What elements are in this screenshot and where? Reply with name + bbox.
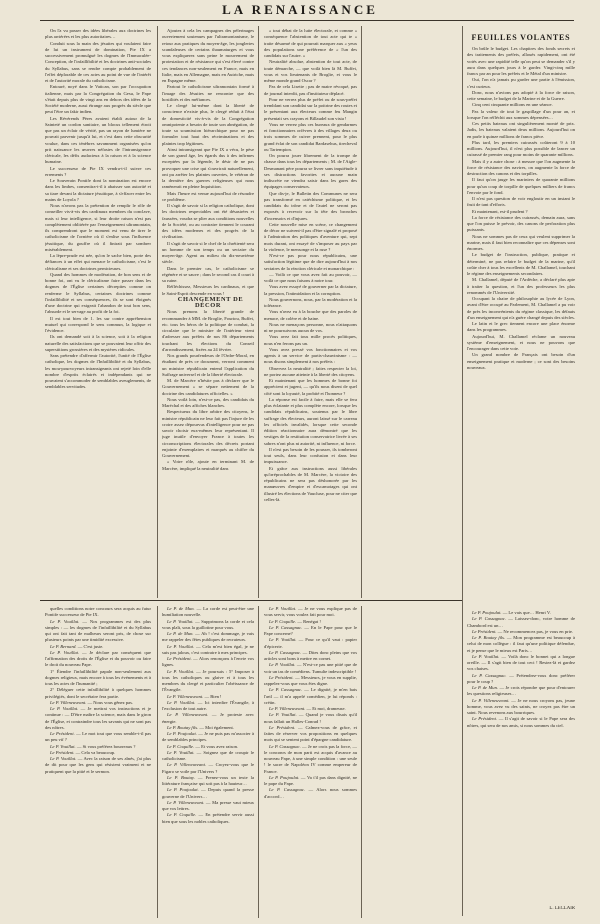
signature-block (467, 906, 575, 916)
paragraph: Oui, l'on n'a jamais pu garder une partie à l'émission, c'est curieux. (467, 77, 575, 89)
dialogue-text: — Depuis quand la presse gouverne de l'Univers… (162, 787, 254, 799)
dialogue-line (264, 650, 357, 663)
speaker-name: Le P. Villeneuveant. (269, 706, 306, 711)
paragraph: Il s'agit de savoir si la religion catholique, dont les doctrines respectables ont été désastrées et faussées, voudra se plier aux conditions nouvelles de la Société, ou au contraire tiennent le courant des idées modernes et des progrès de la civilisation. (162, 203, 254, 240)
paragraph: Vous avez essayé de gouverner par la dictature, la pression, l'intimidation et la corruption. (264, 284, 357, 296)
paragraph: Pas de cela Lisette ; pas de maire révoqué, pas de journal interdit, pas d'instituteur déplacé. (264, 84, 357, 96)
paragraph: Il n'est pas besoin de les pousser, ils tomberont tout seuls, dans leur confusion et dans leur impuissance. (264, 446, 357, 465)
column-divider-1 (157, 26, 158, 598)
dialogue-text: — Cela va beaucoup. (75, 749, 116, 755)
dialogue-text: — Je poursuis : 5° Imposer à tous les catholiques ou glaive et à tous les membres du clergé et particulier l'obéissance de l'Évangile. (162, 668, 254, 693)
column-divider-7 (361, 606, 362, 918)
dialogue-line (162, 631, 254, 644)
dialogue-text: — Renégat ! (297, 618, 321, 624)
paragraph: Pour ne verrez plus de préfet ou de sous-préfet tremblant son candidat sur la poitrine des routes et le présentant aux électeurs comme feu Mangin présentait ses crayons et Billaudel son vista ! (264, 96, 357, 121)
paragraph: M. de Marcère n'hésite pas à déclarer que le Gouvernement « se sépare nettement de la doctrine des candidatures officielles. » (162, 378, 254, 396)
dialogue-line (467, 635, 575, 654)
paragraph: Occupant la chaire de philosophie au lycée de Lyon, avant d'être occupé au Parlement, M. Challamel a pu voir de près les inconvénients du régime classique, les défauts d'un enseignement qui n'a guère changé depuis des siècles. (467, 296, 575, 320)
dialogue-column-4 (467, 610, 575, 910)
paragraph: Et grâce aux instructions aussi libérales qu'irréprochables de M. Marcère, la victoire des républicains ne sera pas déshonorée par les manœuvres d'empire et d'escamotages qui ont illustré les élections de Vaucluse, pour ne citer que celles-là. (264, 465, 357, 502)
speaker-name: Le P. Vouillat. (167, 668, 195, 674)
dialogue-text: — Il s'agit de savoir si le Pape sera des nôtres, qui sera de nos amis, si nous sommes du ciel. (467, 716, 575, 728)
speaker-name: Le Président. (269, 674, 294, 680)
dialogue-line (264, 637, 357, 650)
paragraph: Ils ont demandé soit à la science, soit à la religion naturelle des satisfactions que se pouvaient leur offrir des superstitions grossières et des mystères ridicules. (45, 334, 151, 352)
dialogue-line (45, 669, 151, 688)
speaker-name: Le P. Coquille. (167, 812, 197, 818)
dialogue-text: — Nos programmes est des plus simples : — les dogmes de l'infaillibilité et du Syllabus qui ont fait tant de malheurs seront pris, de chose sur plusieurs points par une timidité excessive. (45, 618, 151, 643)
speaker-name: Le P. Vouillat. (167, 618, 194, 624)
speaker-name: Le Président. (167, 656, 192, 661)
dialogue-text: — Prétendrez-vous donc préférer pour le coup ? (467, 672, 575, 684)
column-4-article (467, 46, 575, 606)
paragraph: Dans le premier cas, le catholicisme se régénère et se sauve ; dans le second cas il court à sa ruine. (162, 265, 254, 283)
paragraph: Aujourd'hui, M. Challamel réclame un nouveau système d'enseignement, et nous ne pouvons que l'encourager dans cette voie. (467, 333, 575, 351)
speaker-name: Le Président. (472, 628, 497, 634)
dialogue-line (45, 731, 151, 744)
paragraph: Le successeur de Pie IX vendra-t-il suivre ces errements ? (45, 165, 151, 177)
dialogue-text: — Calmez-vous de grâce, et faites de réserver vos propositions en quelques mots qui se sentent point d'épargne candidature. (264, 724, 357, 743)
dialogue-text: — Je ne puis pas m'associer à de semblables principes. (162, 731, 254, 743)
dialogue-line (162, 644, 254, 657)
dialogue-text: — Croyez-vous que le Figaro se voile par l'Univers ? (162, 762, 254, 774)
speaker-name: Le P. Villeneuveant. (472, 697, 510, 703)
dialogue-text: — Soignez que de croupir le catholicisme. (162, 749, 254, 761)
dialogue-line (45, 650, 151, 669)
paragraph: Nous ne sommes pas de ceux qui veulent supprimer la marine, mais il faut bien reconnaître que ces dépenses sont énormes. (467, 233, 575, 251)
speaker-name: Le P. Vouillat. (269, 606, 297, 611)
paragraph: Conduit sous la main des jésuites qui voulaient faire de lui un instrument de domination, Pie IX a successivement promulgué les dogmes de l'Immaculée-Conception, de l'infaillibilité et les doctrines anti-sociales du Syllabus, sans se rendre compte probablement de l'effet déplorable de ces actes au point de vue de l'intérêt et de l'autorité morale du catholicisme. (45, 40, 151, 83)
dialogue-line (162, 619, 254, 632)
dialogue-line (45, 687, 151, 700)
dialogue-line (45, 756, 151, 775)
speaker-name: Le P. de Mun. (472, 685, 499, 690)
paragraph: Sans prétendre d'affermir l'autorité, l'unité de l'Église catholique, les dogmes de l'Infaillibilité et du Syllabus, les mou-pourvoyeurs intransigeants ont rejeté loin d'elle nombre d'esprits éclairés et indépendants qui ne pouvaient s'accommoder de semblables aveuglements, de semblables servitudes. (45, 353, 151, 390)
dialogue-text: — Mon programme est beaucoup à celui de mon collègue : il faut qu'une politique défendue, et je pense que le mieux est Paris… (467, 635, 575, 653)
dialogue-text: — Supprimons la corde et cela vous plaît, sous la guillotine pour vous. (162, 618, 254, 630)
dialogue-line (467, 716, 575, 729)
paragraph: « Votre rôle, ajoute en terminant M. de Marcère, impliqué la neutralité dans (162, 459, 254, 471)
speaker-name: Le P. Villeneuveant. (167, 693, 204, 699)
dialogue-text: — Laissez-donc, votre homme de Chambord est un… (467, 616, 575, 628)
dialogue-text: — Moi également. (199, 724, 234, 730)
paragraph: Pas la valeur de tout le gaspillage d'un pour an, et lorsque l'on réfléchit aux sommes dépensées… (467, 108, 575, 120)
paragraph: On pourra jouer librement de la trompe de chasse dans tous les départements ; M. de l'Aigle-Desmanant père pourra se livrer sans inquiétude à ses distractions favorites et aucune main indiscrète ne viendra saisir dans les gares des équipages conservateurs. (264, 153, 357, 190)
dialogue-text: — Je ne nous croyons pas, jeune homme, vous avez vu des saints, ne croyez pas être un saint. Nous revenons aux bourriques. (467, 697, 575, 715)
paragraph: Plus tard, les premiers cuirassés coûteront 9 à 10 millions. Aujourd'hui, il n'est plus possible de lancer un cuirassé de premier rang pour moins de quarante millions. (467, 139, 575, 158)
dialogue-line (264, 725, 357, 744)
paragraph: Il n'est pas question de voir engloutir en un instant le fruit de tant d'efforts. (467, 196, 575, 208)
paragraph: Cinq cent cinquante millions en une séance. (472, 102, 553, 108)
speaker-name: Le Président. (472, 716, 498, 722)
speaker-name: Le P. Boutay. (167, 774, 195, 780)
dialogue-text: — Je mettrai vos instructions et je continue : — D'être maître la science, mais dans le giron de l'Église, et contraindre tous les savants qui ne sont pas des nôtres. (45, 706, 151, 730)
speaker-name: Le P. Poujoulat. (167, 787, 199, 793)
masthead-title: LA RENAISSANCE (222, 2, 378, 17)
speaker-name: Le P. Vouillat. (50, 756, 77, 761)
column-2-article (162, 28, 254, 596)
paragraph: Quand des hommes de modération, de bon sens et de bonne foi, ont vu le cléricalisme faire passer dans les dogmes de l'Église certaines décrepites comme on renferme le Syllabus, certaines doctrines comme l'infaillibilité et ses conséquences, ils se sont éloignés d'une doctrine qui exigeait l'abandon de tout bon sens, l'absurde et le servage au profit de la foi. (45, 271, 151, 315)
column-1-article (45, 28, 151, 596)
paragraph: Partout le catholicisme ultramontain formé à l'image des Jésuites ne rencontre que des hostilités et des méfiances. (162, 84, 254, 102)
column-divider-5 (157, 606, 158, 918)
dialogue-text: — Ah ! c'est dommage, je vais me rappeler des fêtes publiques de recruteurs. (162, 631, 254, 643)
speaker-name: Le P. Vouillat. (472, 653, 500, 659)
speaker-name: Le P. Vouillat. (269, 637, 297, 643)
speaker-name: Le P. Cassagnac. (472, 672, 507, 678)
paragraph: Ajoutez à cela les campagnes des pèlerinages ouvertement soutenues par l'ultramontanisme, le retour aux pratiques du moyen-âge, les jongleries scandaleuses de certains thaumaturges et vous vous expliquerez sans peine le mouvement de protestation et de résistance qui s'est élevé contre ces tendances non-seulement en France, mais en Italie, mais en Allemagne, mais en Autriche, mais en Espagne même. (162, 28, 254, 83)
speaker-name: Le P. Vouillat. (50, 618, 80, 624)
dialogue-text: 1° Étendre l'infaillibilité papale non-seulement aux dogmes religieux, mais encore à tous les événements et à tous les actes de l'humanité ; (45, 668, 151, 686)
dialogue-line (162, 731, 254, 744)
paragraph: La force de résistance des cuirassés, demain aura, sans que l'on puisse le prévoir, des canons de perforation plus puissants. (467, 214, 575, 233)
paragraph: Vous ne verrez plus ces bureaux de gendarmes et fonctionnaires orfèvres à des villages deux ou trois sommes de cuivre prennent, pour le plus grand éclat de son candidat Bardasehus, tirecheval ou Tartempion. (264, 121, 357, 152)
dialogue-text: — Et vous avez raison. (195, 743, 239, 749)
speaker-name: Le P. Vouillat. (167, 699, 196, 705)
paragraph: La lèpre-prude est née, qu'on le sache bien, porte des défiances à un effet qui menace le catholicisme, c'est le cléricalisme et ses doctrines pernicieuses. (45, 253, 151, 271)
dialogue-line (162, 800, 254, 813)
paragraph: Respectueux du libre arbitre des citoyens, le ministre républicain ne leur fait pas l'injure de les croire assez dépourvus d'intelligence pour ne pas savoir choisir eux-mêmes leur représentant. Il juge inutile d'envoyer France à toutes les circonscriptions électorales des décrets portant enjointe d'exemplaires et marqués au chiffre du Gouvernement. (162, 409, 254, 458)
dialogue-text: — N'est-ce pas une pitié que de voir un tas de comédiens. Tumulte indescriptible ! (264, 662, 357, 674)
speaker-name: Le P. Coquille. (167, 743, 195, 749)
dialogue-text: — Messieurs, je vous en supplie, rappelez-vous que vous êtes digne. (264, 674, 357, 686)
dialogue-text: — C'est juste. (77, 643, 104, 649)
paragraph: Nos grands pourfendeurs de l'Ordre-Moral, en étudiant de près ce document, verront comment un ministre républicain entend l'application du Suffrage universel et de la liberté électorale. (162, 353, 254, 377)
speaker-name: Le P. Cassagnac. (269, 649, 302, 655)
speaker-name: Le P. Villeneuveant. (50, 699, 87, 705)
speaker-name: Le P. Coquille. (269, 618, 297, 624)
dialogue-line (264, 675, 357, 688)
dialogue-line (467, 654, 575, 673)
dialogue-text: — Je ne vous explique pas de vous servir, vous voulez fait pour moi. (264, 606, 357, 618)
speaker-name: Le P. Villeneuveant. (167, 762, 206, 768)
speaker-name: Le P. Vouillat. (269, 662, 296, 668)
paragraph: — Voilà ce que vous avez fait au pouvoir, — voilà ce que nous faisons à notre tour. (264, 271, 357, 283)
dialogue-line (264, 744, 357, 775)
dialogue-text: — Je déclare par conséquent que l'affirmation des droits de l'Église et du pouvoir ou faire le droit du nouveau Pape. (45, 649, 151, 668)
speaker-name: Le P. Villeneuveant. (167, 799, 205, 805)
speaker-name: Le P. Cassagnac. (269, 687, 303, 693)
dialogue-text: — Voilà donc le bonnet qui a longue oreille. — Il s'agit bien de tout ceci ! Restez-là et gardez vos chaises. (467, 653, 575, 672)
dialogue-text: — Si vous préférez bourreaux ? (76, 743, 136, 749)
speaker-name: Le P. Cassagnac. (269, 787, 306, 793)
speaker-name: Le P. Vouillat. (167, 749, 195, 755)
dialogue-line (467, 698, 575, 717)
speaker-name: Le P. Vouillat. (50, 743, 76, 749)
speaker-name: Le P. Cassagnac. (269, 743, 301, 749)
paragraph: La réponse est facile à faire, mais elle se fera plus éclatante et plus complète encore, lorsque les candidats républicains, soutenus par le libre suffrage des électeurs, auront laissé sur le carreau les officiels invalidés, lorsque cette seconde édition réactionnaire aura démontré que les vestiges de la restitution conservatrice livrée à ses sabres n'ont plus ni autorité, ni influence, ni force. (264, 396, 357, 446)
dialogue-line (264, 687, 357, 706)
dialogue-text: — Nous vous gênez pas. (87, 699, 134, 705)
speaker-name: Le P. de Mun. (167, 606, 195, 611)
dialogue-text: — Ne recommencez pas, je vous en prie. (497, 628, 574, 634)
paragraph: Neutralité absolue, abstention de tout acte, de toute démarche, — que voilà bien là M. Buffet, vous et vos lieutenants de Broglie, et vous le même monde grand Oscar ? (264, 59, 357, 83)
column-divider-4 (462, 26, 463, 916)
paragraph: Le latin et le grec tiennent encore une place énorme dans les programmes. (467, 321, 575, 333)
dialogue-line (162, 700, 254, 713)
speaker-name: Le P. Poujoulat. (269, 774, 300, 780)
paragraph: Entouré, noyé dans le Vatican, son par l'occupation italienne, mais par la Congrégation du Gesu, le Pape s'était depuis plus de vingt ans en dehors des idées de la Société moderne, aussi étrange aux progrès du siècle que peut l'être un fakir indien. (45, 84, 151, 115)
paragraph: Il s'agit de savoir si le chef de la chrétienté sera un homme de son temps ou un sectaire du moyen-âge. Agent au milieu du dix-neuvième siècle. (162, 240, 254, 265)
speaker-name: Le Président. (269, 724, 296, 730)
speaker-name: Le P. Cassagnac. (472, 616, 506, 622)
speaker-name: Le P. Vouillat. (50, 706, 79, 711)
paragraph: Le budget de l'instruction, publique, pratique et déterminé, ne pas refaire le budget de la marine, qu'il coûte cher à tous les excellents de M. Challamel, touchant le régime des enseignements secondaires. (467, 252, 575, 276)
dialogue-text: — Le vais que… Henri V. (502, 610, 551, 615)
dialogue-text: — Va t'il pas dans dignité, ne le pape du Pape. (264, 774, 357, 786)
dialogue-line (162, 656, 254, 669)
column-divider-3 (361, 26, 362, 598)
dialogue-line (264, 662, 357, 675)
paragraph: Vous avez pressé vos fonctionnaires et vos agents à un service de partis-chauvinisme : — nous disons simplement à nos préfets : (264, 346, 357, 365)
dialogue-line (264, 606, 357, 619)
header-rule (40, 20, 574, 21)
speaker-name: Le P. Vouillat. (50, 649, 80, 655)
speaker-name: Le P. Vouillat. (167, 643, 195, 649)
dialogue-line (264, 775, 357, 788)
speaker-name: Le P. Bernard. (50, 643, 77, 649)
dialogue-text: 2° Déléguer cette infaillibilité à quelques hommes privilégiés, dont le secrétaire fera partie. (45, 687, 151, 699)
dialogue-line (45, 706, 151, 731)
paragraph: On brûle le budget. Les chapitres des fonds secrets et des traitements des préfets, alloués rapidement, ont été votés avec une rapidité telle qu'on peut se demander s'il y aura dans quelques jours à le garder. Vingt-cinq mille francs par an pour les préfets et le Métal d'un ministre. (467, 46, 575, 76)
dialogue-text: — Je proteste avec énergie. (162, 712, 254, 724)
paragraph: On l'a vu passer des idées libérales aux doctrines les plus arriérées et les plus autoritaires… (45, 28, 151, 40)
paragraph: Mais l'heure est venue aujourd'hui de résoudre ce problème. (162, 190, 254, 202)
paragraph: Nous ne menaçons personne, nous n'attaquons ni ne poursuivons aucun de vos. (264, 321, 357, 333)
paragraph: Nous gouvernons, nous, par la modération et la tolérance. (264, 296, 357, 308)
dialogue-line (264, 625, 357, 638)
dialogue-line (162, 669, 254, 694)
paragraph: Cette nouvelle mise en scène, ce changement de décor ne suivent-il pas d'être signalé et proposé à l'admiration des politiques d'aventure qui, sept mois durant, ont essayé de s'imposer au pays par la violence, le mensonge et la ruse ? (264, 221, 357, 252)
speaker-name: Le P. Poujoulat. (472, 610, 502, 615)
speaker-name: Le Président. (50, 749, 75, 755)
speaker-name: Le P. Poujoulat. (167, 731, 197, 736)
dialogue-line (45, 606, 151, 619)
column-divider-2 (258, 26, 259, 598)
column-3-article (264, 28, 357, 596)
dialogue-line (162, 762, 254, 775)
dialogue-line (467, 685, 575, 698)
dialogue-line (162, 750, 254, 763)
speaker-name: Le P. Villeneuveant. (167, 712, 209, 718)
dialogue-line (467, 673, 575, 686)
paragraph: « tout débat de la lutte électorale, et comme « conséquence l'abstention de tout acte qui te « traite désarmé de qui pourrait marquer aux « yeux des populations une préférence de « l'un des candidats sur l'autre. » (264, 28, 357, 58)
dialogue-text: — Je ne crois pas la force, — le conconrs de mon parti est acquis d'avance au nouveau Pape, à une simple condition : une seule ! le sacre de Napoléon IV comme empereur de France. (264, 743, 357, 774)
dialogue-text: — Je crois répondre que pour d'entourer les questions religieuses… (467, 685, 575, 697)
paragraph: Nous voilà loin, n'est-ce pas, des candidats du Maréchal et des affiches blanches. (162, 396, 254, 408)
paragraph: N'est-ce pas pour nous républicains, une satisfaction légitime que de dire aujourd'hui à nos sectaires de la réaction cléricale et monarchique : (264, 253, 357, 271)
dialogue-text: quelles conditions notre concours sera acquis au futur Pontife successeur de Pie IX. (45, 606, 151, 618)
speaker-name: Le P. de Mun. (167, 631, 194, 636)
dialogue-text: — La corde est peut-être une humiliation nouvelle. (162, 606, 254, 618)
dialogue-column-2 (162, 606, 254, 918)
signature: L. LECLAIR (549, 906, 575, 911)
paragraph: Ces petits bateaux ont singulièrement monté de prix. Jadis, les bateaux valaient deux millions. Aujourd'hui on en parle à quinze millions de francs pièce. (467, 121, 575, 139)
column-divider-6 (258, 606, 259, 918)
paragraph: Un grand nombre de Français ont besoin d'un enseignement pratique et moderne ; ce sont des besoins nouveaux. (467, 352, 575, 370)
paragraph: Il est tout bien de 1. les sur contre appréhension mutuel qui correspond le sens commun, la logique et l'évidence. (45, 315, 151, 333)
paragraph: Nous prenons la liberté grande de recommander à MM. de Broglie, Fourtou, Buffet, etc. tous les héros de la politique de combat, la circulaire que le ministre de l'intérieur vient d'adresser aux préfets de nos 86 départements touchant les élections du Conseil d'arrondissement, fixées au 24 février. (162, 309, 254, 352)
speaker-name: Le P. Vouillat. (269, 712, 297, 718)
feuilles-volantes-heading: FEUILLES VOLANTES (471, 33, 571, 42)
dialogue-text: — Avec la raison de ses aînés, j'ai plus de dit pour que les gens qui résistent vraiment et ne pratiquent que la pitié et le sermon. (45, 756, 151, 774)
paragraph: Et maintenant que les hommes de bonne foi apprécient et jugent, — qu'ils nous disent de quel côté sont la loyauté, la probité et l'honneur ? (264, 378, 357, 396)
dialogue-column-1 (45, 606, 151, 918)
article-heading: CHANGEMENT DE DÉCOR (177, 295, 244, 309)
paragraph: Le clergé lui-même dont la liberté de conscience n'existe plus, le clergé réduit à l'état de domesticité vis-à-vis de la Congrégation omnipotente a besoin de toute son abnégation, de toute sa soumission hiérarchique pour ne pas formuler tout haut des récriminations et des plaintes trop légitimes. (162, 103, 254, 146)
speaker-name: Le P. Boutay fils. (167, 724, 199, 730)
dialogue-text: — Pour ce qu'il vaut : papier d'épicerie. (264, 637, 357, 649)
dialogue-text: — Alors nous sommes d'accord… (264, 787, 357, 799)
speaker-name: Le Président. (50, 731, 75, 736)
dialogue-line (467, 616, 575, 629)
dialogue-text: — Et moi, drameuse. (306, 706, 346, 711)
dialogue-line (162, 812, 254, 825)
paragraph: Et maintenant, est-il prudent ? (472, 208, 528, 214)
paragraph: Mais il y a autre chose : à mesure que l'on augmente la force de résistance des navires, on augmente la force de destruction des canons et des torpilles. (467, 158, 575, 176)
dialogue-text: — Cela m'est bien égal, je ne suis pas jaloux, c'est contraire à mes principes. (162, 643, 254, 655)
paragraph: M. Challamel, député de l'Ardèche, a déclaré plus apte à traiter la question, et l'un des professeurs les plus renommés de l'Université. (467, 277, 575, 295)
dialogue-line (45, 619, 151, 644)
dialogue-text: — Alors renonçons à l'envie vos lignes. (162, 656, 254, 668)
dialogue-text: — Ma presse vaut mieux que vos lettres. (162, 799, 254, 811)
paragraph: Les Révérends Pères avaient établi autour de la Sainteté un cordon sanitaire, un blocus tellement étroit que pas un éclair de vérité, pas un rayon de lumière ne pouvait parvenir jusqu'à lui, et c'est dans cette obscurité voulue, dans ces ténèbres savamment organisées qu'on prit naissance les œuvres néfastes de l'intransigeance cléricale, les défis audacieux à la raison et à la science humaine. (45, 115, 151, 165)
dialogue-text: — En prétendre servir aussi bien que sous les nobles catholiques. (162, 812, 254, 824)
dialogue-text: — Bien ! (204, 693, 222, 699)
dialogue-text: — Le mot tout que vous semble-t-il pas un peu vif ? (45, 731, 151, 743)
paragraph: Nous n'avons pas la prétention de remplir le rôle de conseiller vis-à-vis des cardinaux membres du conclave, mais si leur intelligence, si leur droite raison n'est pas complètement oblitérée par l'enseignement ultramontain, ils comprendront que le moment est venu de tirer le catholicisme de l'ornière où il s'enlise sous l'influence jésuitique, du gouffre où il finirait par sombrer misérablement. (45, 203, 151, 252)
paragraph: Observez la neutralité ; faites respecter la loi, ne portez aucune atteinte à la liberté des citoyens. (264, 365, 357, 377)
paragraph: Ainsi intransigeant que Pie IX a vécu, le pèse de son grand âge, les égards dus à des infirmes exceptées par la légende, le désir de ne pas provoquer une crise qui s'ouvrirait naturellement, ont pu arrêter les plaintes ouvertes, le vétéran de la dernière des guerres religieuses qui nous ramènerait en pleine Inquisition. (162, 146, 254, 190)
dialogue-line (264, 787, 357, 800)
paragraph: Que dis-je, le Bulletin des Communes ne sera pas transformé en catéchisme politique, et les candidats du trône et de l'autel ne seront pas exposés à recevoir sur la tête des bronches d'incensoirs et d'injures. (264, 190, 357, 221)
dialogue-line (264, 712, 357, 725)
paragraph: Le Souverain Pontife dont la nomination est encore dans les limbes, consentira-t-il à abaisser son autorité et sa tiare devant la dictature jésuitique, à s'effacer entre les mains de Loyola ? (45, 178, 151, 202)
paragraph: Donc, nous n'avions pas adopté à la force de raison, cette semaine, le budget de la Marine et de la Guerre. (467, 89, 575, 101)
speaker-name: Le P. Boutay fils. (472, 635, 506, 640)
dialogue-text: — Dites donc pleins que vos articles sont bons à mettre en cornet. (264, 649, 357, 661)
feuilleton-rule (40, 600, 462, 601)
dialogue-line (162, 787, 254, 800)
dialogue-text: — Quand je vous disais qu'il nous fallait un Halles-Conrad ! (264, 712, 357, 724)
dialogue-line (162, 712, 254, 725)
dialogue-column-3 (264, 606, 357, 918)
dialogue-text: — Le dignité, je m'en bats l'œil — il m'a appelé comédien, je lui réponds : crétin. (264, 687, 357, 705)
dialogue-text: — En le Pape pour que le Pape concerne? (264, 624, 357, 636)
paragraph: Réfléchissez, Messieurs les cardinaux, et que le Saint-Esprit descende en vous ! (162, 284, 254, 296)
speaker-name: Le P. Cassagnac. (269, 624, 303, 630)
dialogue-text: — Ici interdire l'Évangile, à l'exclusion de tout autre. (162, 699, 254, 711)
dialogue-line (162, 606, 254, 619)
paragraph: Vous n'avez eu à la bouche que des paroles de menace, de colère et de haine. (264, 309, 357, 321)
dialogue-line (162, 775, 254, 788)
paragraph: Il faut qu'on jauge les mariniers de quarante millions pour qu'un coup de torpille de quelques milliers de francs l'envoie par le fond. (467, 177, 575, 195)
paragraph: Vous avez fait tous mille procès politiques, nous n'en ferons pas un. (264, 334, 357, 346)
dialogue-text: — Prenez-vous un texte la littérature française qui soit pas à la hauteur… (162, 774, 254, 786)
